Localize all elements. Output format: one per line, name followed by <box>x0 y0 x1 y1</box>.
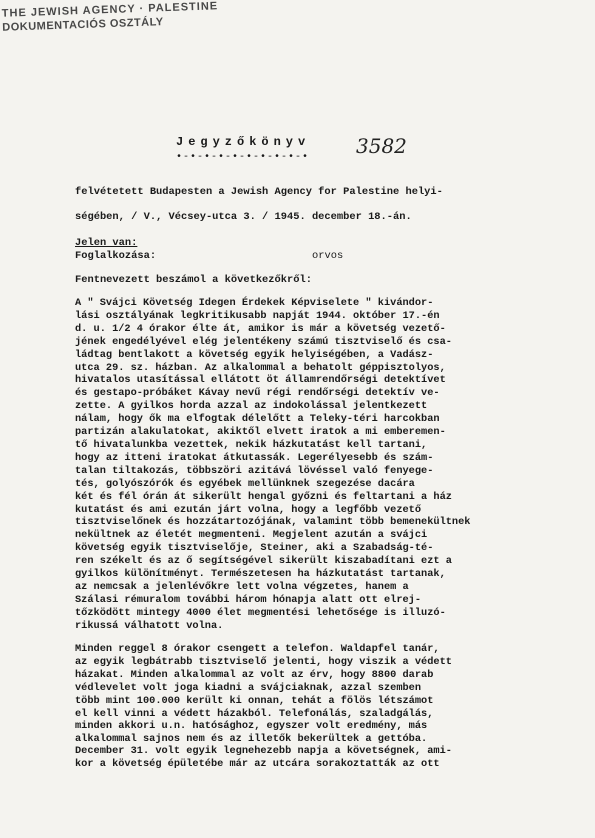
paragraph3-line: kor a követség épületébe már az utcára sorakoztatták az ott <box>75 757 440 770</box>
paragraph1-line: ren székelt és az ő segítségével sikerült kiszabadítani ezt a <box>75 555 452 568</box>
paragraph1-line: d. u. 1/2 4 órakor élte át, amikor is már a követség vezető- <box>75 322 446 335</box>
paragraph-2 <box>75 643 525 746</box>
paragraph1-line: jének engedélyével elég jelentékeny számú tisztviselő és csa- <box>75 335 452 348</box>
paragraph1-line: tisztviselőnek és hozzátartozójának, valamint több bemenekültnek <box>75 516 471 529</box>
paragraph1-line: tés, golyószórók és egyébek mellünknek szegezése dacára <box>75 477 415 490</box>
archive-stamp <box>2 0 219 34</box>
paragraph2-line: védlevelet volt joga kiadni a svájciaknak, azzal szemben <box>75 681 422 694</box>
paragraph-1 <box>75 297 525 633</box>
paragraph1-line: nálam, hogy ők ma elfogtak délelőtt a Teleky-téri harcokban <box>75 413 440 426</box>
occupation-label: Foglalkozása: <box>75 250 157 262</box>
paragraph2-line: minden akkori u.n. hatósághoz, egyszer volt eredmény, más <box>75 720 428 733</box>
paragraph1-line: utca 29. sz. házban. Az alkalommal a behatolt géppisztolyos, <box>75 361 446 374</box>
paragraph1-line: Szálasi rémuralom további három hónapja alatt ott elrej- <box>75 593 422 606</box>
document-title: Jegyzőkönyv <box>176 135 311 149</box>
stamp-line-2: DOKUMENTACIÓS OSZTÁLY <box>2 16 164 34</box>
header-line-1: felvétetett Budapesten a Jewish Agency for Palestine helyi- <box>75 186 443 198</box>
paragraph2-line: több mint 100.000 került ki onnan, tehát a fölös létszámot <box>75 694 434 707</box>
paragraph1-line: követség egyik tisztviselője, Steiner, aki a Szabadság-té- <box>75 542 434 555</box>
paragraph1-line: partizán alakulatokat, akiktől elvett iratok a mi emberemen- <box>75 426 446 439</box>
paragraph1-line: rikussá válhatott volna. <box>75 619 224 632</box>
paragraph1-line: kutatást és ami ezután járt volna, hogy a legfőbb vezető <box>75 503 422 516</box>
paragraph2-line: az egyik legbátrabb tisztviselő jelenti, hogy viszik a védett <box>75 655 452 668</box>
intro-line: Fentnevezett beszámol a következőkről: <box>75 274 312 286</box>
paragraph1-line: nekültnek az életét megmenteni. Megjelent azután a svájci <box>75 529 428 542</box>
title-rule: •-•-•-•-•-•-•-•-•-• <box>176 152 310 163</box>
present-label: Jelen van: <box>75 237 138 249</box>
paragraph1-line: zette. A gyilkos horda azzal az indokolással jelentkezett <box>75 400 428 413</box>
paragraph1-line: tő hivatalunkba vezettek, nekik házkutatást kell tartani, <box>75 438 428 451</box>
paragraph2-line: alkalommal sajnos nem és az illetők bekerültek a gettóba. <box>75 733 428 746</box>
paragraph1-line: ládtag bentlakott a követség egyik helyiségében, a Vadász- <box>75 348 434 361</box>
paragraph2-line: el kell vinni a védett házakból. Telefonálás, szaladgálás, <box>75 707 434 720</box>
paragraph1-line: két és fél órán át sikerült hengal győzni és feltartani a ház <box>75 490 452 503</box>
paragraph1-line: és gestapo-próbáket Kávay nevű régi rendőrségi detektív ve- <box>75 387 440 400</box>
paragraph1-line: A " Svájci Követség Idegen Érdekek Képviselete " kivándor- <box>75 297 434 309</box>
paragraph3-line: December 31. volt egyik legnehezebb napja a követségnek, ami- <box>75 745 452 757</box>
paragraph-3 <box>75 745 525 771</box>
paragraph1-line: hogy az itteni iratokat átkutassák. Legerélyesebb és szám- <box>75 451 434 464</box>
handwritten-number: 3582 <box>356 134 407 158</box>
paragraph1-line: talan tiltakozás, többszöri azitává lövéssel való fenyege- <box>75 464 434 477</box>
paragraph1-line: tőzködött mintegy 4000 élet megmentési lehetősége is illuzó- <box>75 606 446 619</box>
paragraph1-line: gyilkos különítményt. Természetesen ha házkutatást tartanak, <box>75 568 446 581</box>
header-line-2: ségében, / V., Vécsey-utca 3. / 1945. december 18.-án. <box>75 211 412 223</box>
paragraph2-line: házakat. Minden alkalommal az volt az érv, hogy 8800 darab <box>75 668 434 681</box>
paragraph1-line: lási osztályának legkritikusabb napját 1944. október 17.-én <box>75 309 440 322</box>
paragraph1-line: hivatalos utasítással ellátott öt államrendőrségi detektívet <box>75 374 446 387</box>
paragraph1-line: az nemcsak a jelenlévőkre lett volna végzetes, hanem a <box>75 580 409 593</box>
stamp-line-1: THE JEWISH AGENCY · PALESTINE <box>1 0 219 20</box>
paragraph2-line: Minden reggel 8 órakor csengett a telefon. Waldapfel tanár, <box>75 643 440 655</box>
occupation-value: orvos <box>312 250 344 262</box>
